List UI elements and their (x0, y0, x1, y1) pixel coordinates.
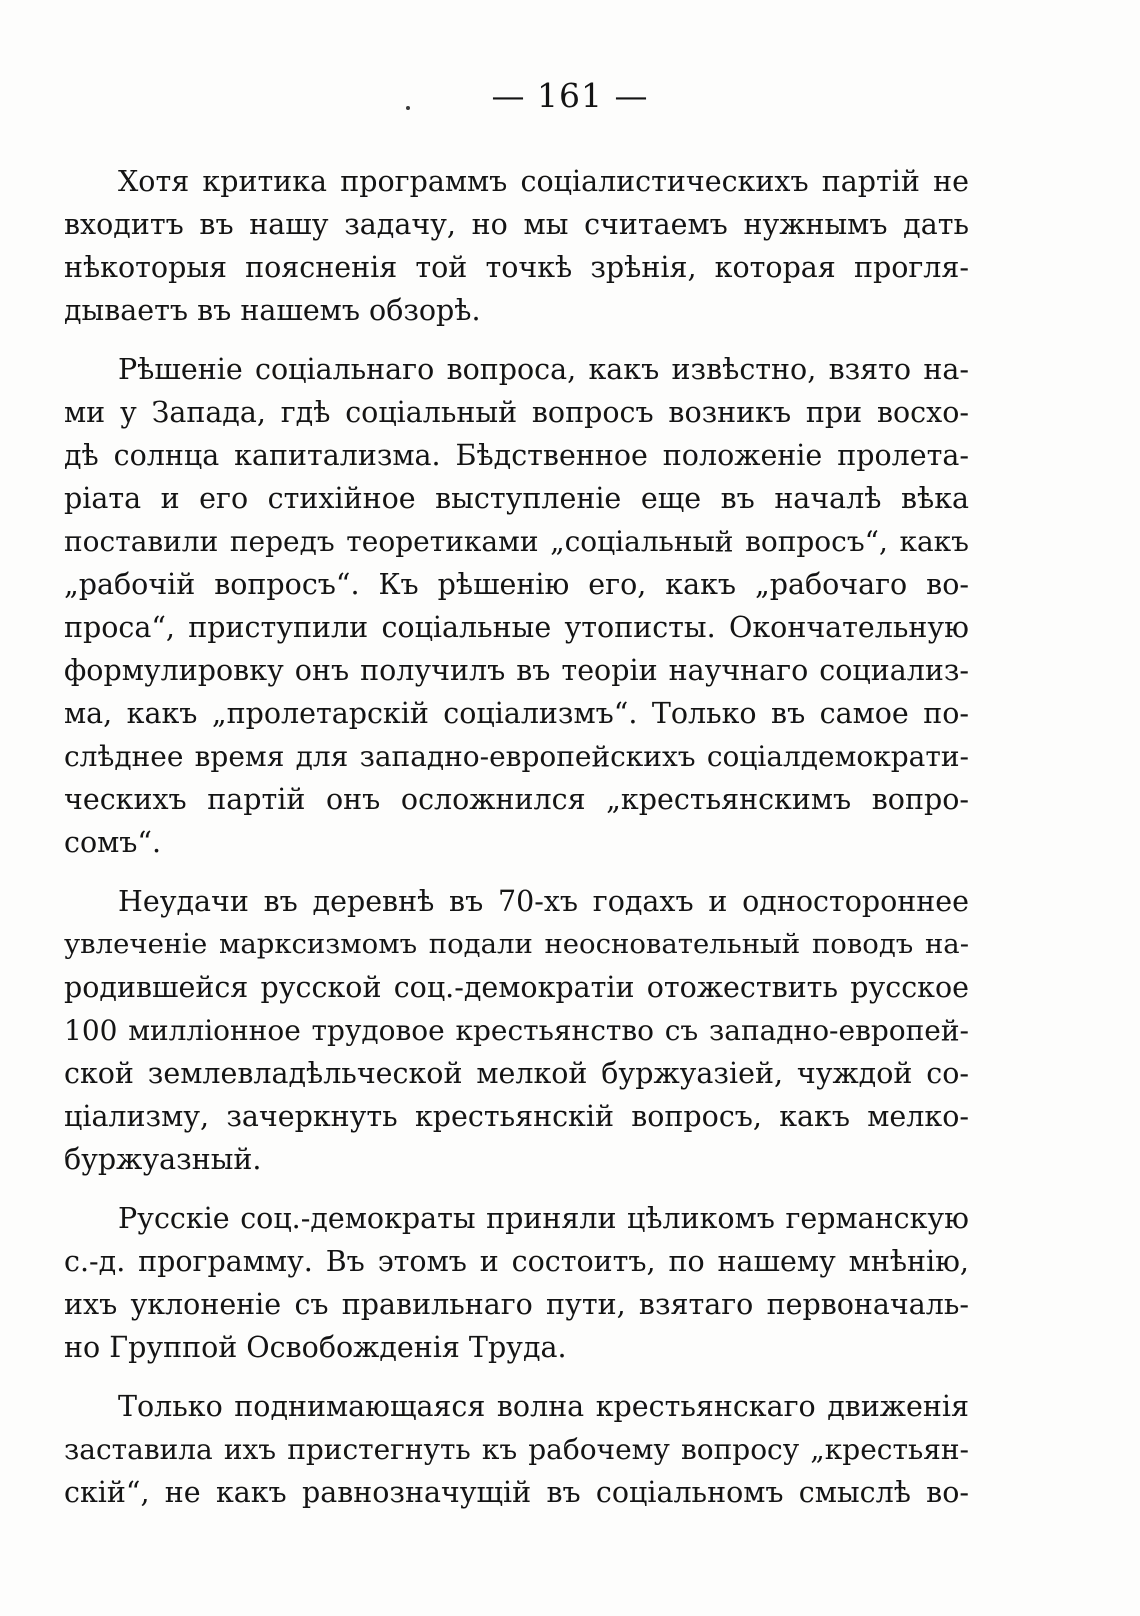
text-line: ма, какъ „пролетарскій соціализмъ“. Только въ самое по- (64, 697, 969, 730)
paragraph (64, 1197, 969, 1369)
text-line: проса“, приступили соціальные утописты. Окончательную (64, 611, 969, 644)
text-line: дѣ солнца капитализма. Бѣдственное положеніе пролета- (64, 439, 969, 472)
text-line: Рѣшеніе соціальнаго вопроса, какъ извѣстно, взято на- (118, 353, 969, 386)
text-line: родившейся русской соц.-демократіи отожествить русское (64, 971, 969, 1004)
text-line: 100 милліонное трудовое крестьянство съ западно-европей- (64, 1014, 969, 1047)
text-line: ческихъ партій онъ осложнился „крестьянскимъ вопро- (64, 783, 969, 816)
page-number: — 161 — (491, 76, 649, 115)
paragraph (64, 160, 969, 332)
text-line: „рабочій вопросъ“. Къ рѣшенію его, какъ „рабочаго во- (64, 568, 969, 601)
text-line: Русскіе соц.-демократы приняли цѣликомъ германскую (118, 1202, 969, 1235)
text-line: дываетъ въ нашемъ обзорѣ. (64, 294, 481, 327)
paragraph (64, 1385, 969, 1514)
text-line: нѣкоторыя поясненія той точкѣ зрѣнія, которая прогля- (64, 251, 969, 284)
text-line: поставили передъ теоретиками „соціальный вопросъ“, какъ (64, 525, 969, 558)
text-line: формулировку онъ получилъ въ теоріи научнаго социализ- (64, 654, 969, 687)
text-line: сомъ“. (64, 826, 162, 859)
text-line: Хотя критика программъ соціалистическихъ партій не (118, 165, 969, 198)
text-line: заставила ихъ пристегнуть къ рабочему вопросу „крестьян- (64, 1433, 969, 1466)
text-line: слѣднее время для западно-европейскихъ соціалдемократи- (64, 740, 969, 773)
text-line: ской землевладѣльческой мелкой буржуазіей, чуждой со- (64, 1057, 969, 1090)
text-line: входитъ въ нашу задачу, но мы считаемъ нужнымъ дать (64, 208, 969, 241)
text-line: ихъ уклоненіе съ правильнаго пути, взятаго первоначаль- (64, 1288, 969, 1321)
text-line: ціализму, зачеркнуть крестьянскій вопросъ, какъ мелко- (64, 1100, 969, 1133)
paragraph (64, 348, 969, 864)
text-line: Неудачи въ деревнѣ въ 70-хъ годахъ и одностороннее (118, 885, 969, 918)
body-text (64, 160, 969, 1530)
scan-speck (406, 106, 410, 110)
text-line: увлеченіе марксизмомъ подали неосновательный поводъ на- (64, 928, 969, 960)
text-line: буржуазный. (64, 1143, 262, 1176)
text-line: ріата и его стихійное выступленіе еще въ началѣ вѣка (64, 482, 969, 515)
text-line: но Группой Освобожденія Труда. (64, 1331, 567, 1364)
text-line: ми у Запада, гдѣ соціальный вопросъ возникъ при восхо- (64, 396, 969, 429)
text-line: Только поднимающаяся волна крестьянскаго движенія (118, 1390, 969, 1423)
text-line: скій“, не какъ равнозначущій въ соціальномъ смыслѣ во- (64, 1476, 969, 1509)
text-line: с.-д. программу. Въ этомъ и состоитъ, по нашему мнѣнію, (64, 1245, 969, 1278)
paragraph (64, 880, 969, 1181)
